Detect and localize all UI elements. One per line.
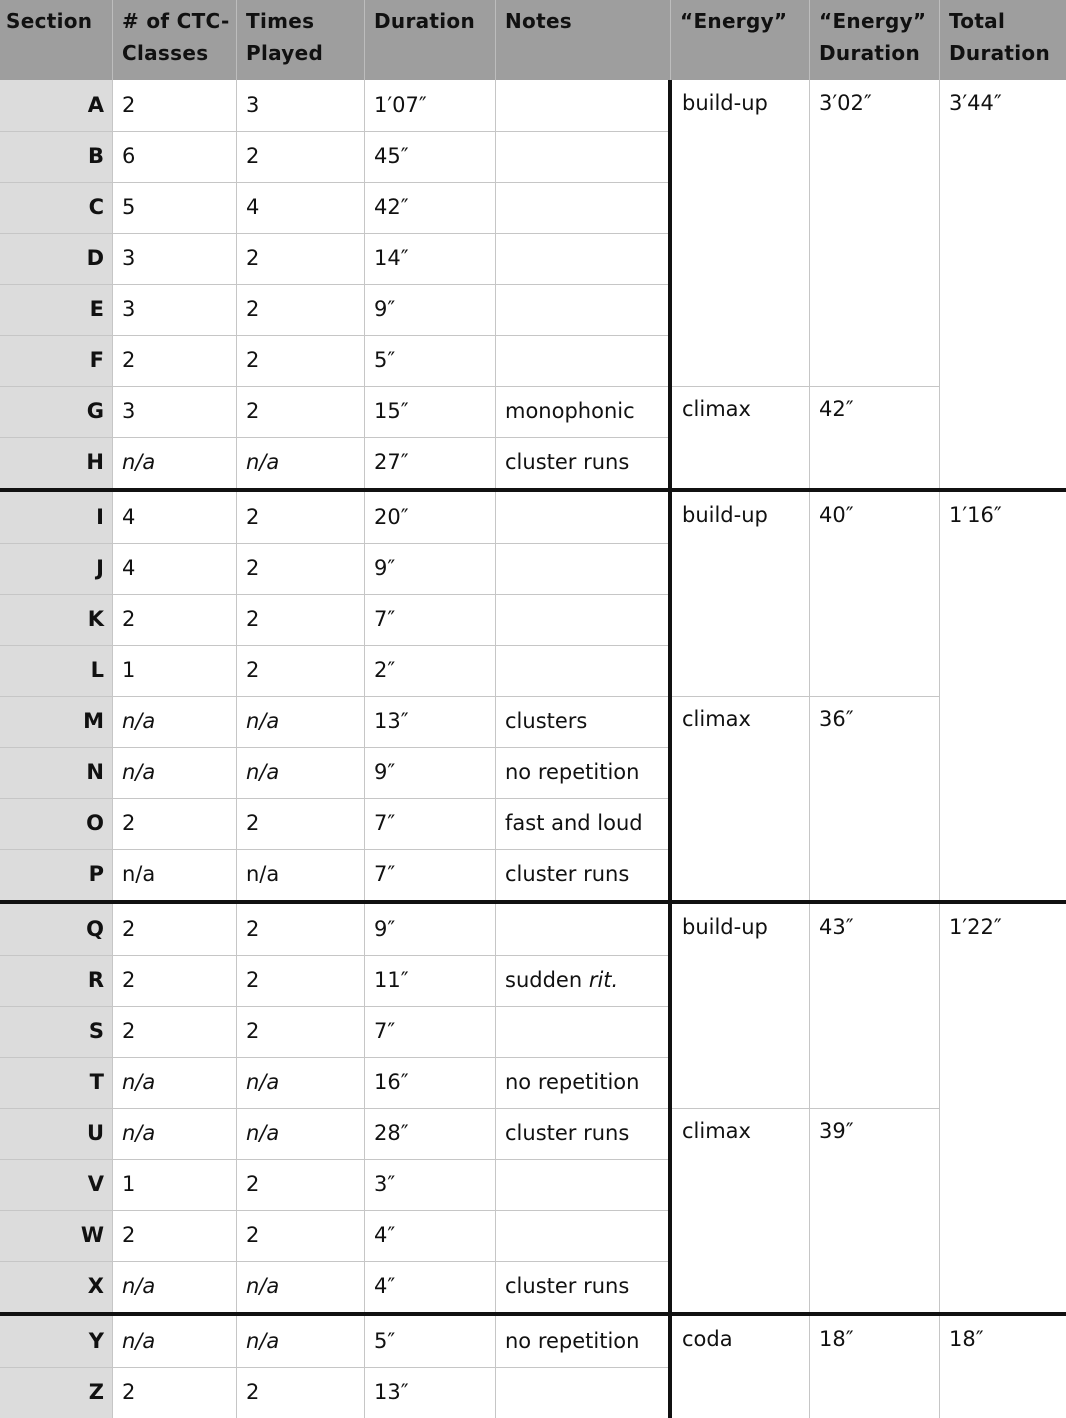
header-ctc-classes <box>112 0 236 80</box>
section-label: Z <box>0 1367 112 1418</box>
cell-notes <box>495 1057 670 1108</box>
cell-played: 2 <box>246 1019 260 1043</box>
cell-notes <box>495 233 670 284</box>
column-divider <box>939 80 940 1418</box>
header-line2: Duration <box>819 41 920 65</box>
notes-text: cluster runs <box>505 1121 630 1145</box>
notes-text: sudden <box>505 968 589 992</box>
section-label: U <box>0 1108 112 1159</box>
cell-duration: 16″ <box>374 1070 409 1094</box>
cell-notes <box>495 1261 670 1312</box>
section-label: V <box>0 1159 112 1210</box>
section-label: Q <box>0 904 112 955</box>
section-label: N <box>0 747 112 798</box>
notes-text: cluster runs <box>505 1274 630 1298</box>
section-label: D <box>0 233 112 284</box>
row-divider <box>0 233 670 234</box>
row-divider <box>0 1006 670 1007</box>
cell-played: 2 <box>246 246 260 270</box>
row-divider <box>0 747 670 748</box>
section-label: Y <box>0 1316 112 1367</box>
cell-played: n/a <box>246 1070 280 1094</box>
cell-played: 2 <box>246 811 260 835</box>
section-label: G <box>0 386 112 437</box>
cell-duration: 5″ <box>374 348 396 372</box>
cell-played: 2 <box>246 297 260 321</box>
cell-duration: 20″ <box>374 505 409 529</box>
cell-classes: 2 <box>122 607 136 631</box>
cell-notes <box>495 335 670 386</box>
cell-classes: 3 <box>122 297 136 321</box>
energy-duration: 39″ <box>819 1119 854 1143</box>
section-label: E <box>0 284 112 335</box>
notes-text: clusters <box>505 709 588 733</box>
cell-played: 2 <box>246 1380 260 1404</box>
notes-text: no repetition <box>505 1070 640 1094</box>
section-label: J <box>0 543 112 594</box>
cell-played: 2 <box>246 1223 260 1247</box>
energy-label: climax <box>682 707 751 731</box>
cell-played: n/a <box>246 709 280 733</box>
energy-label: climax <box>682 397 751 421</box>
row-divider <box>0 182 670 183</box>
cell-played: 2 <box>246 505 260 529</box>
header-line1: Total <box>949 9 1006 33</box>
header-line1: Duration <box>374 9 475 33</box>
column-divider <box>495 80 496 1418</box>
section-label: C <box>0 182 112 233</box>
cell-notes <box>495 386 670 437</box>
row-divider <box>0 696 670 697</box>
cell-notes <box>495 798 670 849</box>
cell-notes <box>495 747 670 798</box>
section-label: H <box>0 437 112 488</box>
cell-played: n/a <box>246 862 280 886</box>
cell-classes: 2 <box>122 1019 136 1043</box>
cell-played: 2 <box>246 917 260 941</box>
notes-italic-text: rit. <box>588 968 619 992</box>
energy-divider <box>670 386 939 387</box>
cell-played: 2 <box>246 1172 260 1196</box>
total-duration: 1′22″ <box>949 915 1002 939</box>
cell-duration: 4″ <box>374 1223 396 1247</box>
cell-notes <box>495 182 670 233</box>
cell-notes <box>495 80 670 131</box>
group-separator <box>0 488 1066 492</box>
energy-duration: 43″ <box>819 915 854 939</box>
cell-classes: n/a <box>122 1274 156 1298</box>
section-label: X <box>0 1261 112 1312</box>
cell-duration: 4″ <box>374 1274 396 1298</box>
cell-classes: 4 <box>122 505 136 529</box>
energy-label: build-up <box>682 915 768 939</box>
cell-duration: 7″ <box>374 811 396 835</box>
cell-duration: 7″ <box>374 607 396 631</box>
cell-notes <box>495 645 670 696</box>
cell-duration: 13″ <box>374 709 409 733</box>
row-divider <box>0 955 670 956</box>
cell-classes: 2 <box>122 348 136 372</box>
cell-played: n/a <box>246 1274 280 1298</box>
row-divider <box>0 645 670 646</box>
header-times-played <box>236 0 364 80</box>
header-duration <box>364 0 495 80</box>
cell-classes: 6 <box>122 144 136 168</box>
cell-played: 3 <box>246 93 260 117</box>
energy-divider <box>670 1108 939 1109</box>
cell-played: n/a <box>246 1329 280 1353</box>
cell-notes <box>495 1159 670 1210</box>
cell-classes: 3 <box>122 399 136 423</box>
cell-classes: n/a <box>122 1121 156 1145</box>
notes-text: monophonic <box>505 399 635 423</box>
header-notes <box>495 0 670 80</box>
section-label: T <box>0 1057 112 1108</box>
header-line2: Played <box>246 41 324 65</box>
cell-notes <box>495 849 670 900</box>
header-divider <box>495 0 496 80</box>
cell-classes: n/a <box>122 709 156 733</box>
cell-played: 2 <box>246 968 260 992</box>
row-divider <box>0 131 670 132</box>
cell-classes: 1 <box>122 658 136 682</box>
energy-label: build-up <box>682 503 768 527</box>
cell-duration: 9″ <box>374 297 396 321</box>
cell-played: 2 <box>246 607 260 631</box>
header-energy-duration <box>809 0 939 80</box>
cell-notes <box>495 437 670 488</box>
total-duration: 1′16″ <box>949 503 1002 527</box>
cell-classes: 1 <box>122 1172 136 1196</box>
energy-rule <box>668 80 672 1418</box>
row-divider <box>0 543 670 544</box>
column-divider <box>112 80 113 1418</box>
cell-notes <box>495 1006 670 1057</box>
cell-notes <box>495 492 670 543</box>
cell-notes <box>495 955 670 1006</box>
cell-played: 2 <box>246 556 260 580</box>
header-divider <box>670 0 671 80</box>
energy-label: coda <box>682 1327 733 1351</box>
energy-duration: 40″ <box>819 503 854 527</box>
cell-classes: n/a <box>122 760 156 784</box>
cell-duration: 7″ <box>374 862 396 886</box>
cell-classes: 5 <box>122 195 136 219</box>
row-divider <box>0 1367 670 1368</box>
header-divider <box>364 0 365 80</box>
section-label: I <box>0 492 112 543</box>
energy-duration: 3′02″ <box>819 91 872 115</box>
row-divider <box>0 1261 670 1262</box>
cell-played: n/a <box>246 450 280 474</box>
section-label: B <box>0 131 112 182</box>
header-divider <box>939 0 940 80</box>
row-divider <box>0 798 670 799</box>
row-divider <box>0 386 670 387</box>
section-label: O <box>0 798 112 849</box>
cell-played: n/a <box>246 760 280 784</box>
cell-duration: 45″ <box>374 144 409 168</box>
header-divider <box>112 0 113 80</box>
cell-duration: 9″ <box>374 760 396 784</box>
cell-classes: 3 <box>122 246 136 270</box>
cell-notes <box>495 131 670 182</box>
cell-duration: 5″ <box>374 1329 396 1353</box>
cell-duration: 13″ <box>374 1380 409 1404</box>
row-divider <box>0 849 670 850</box>
cell-classes: 2 <box>122 1223 136 1247</box>
cell-notes <box>495 1316 670 1367</box>
header-line1: “Energy” <box>680 9 788 33</box>
row-divider <box>0 1159 670 1160</box>
group-separator <box>0 1312 1066 1316</box>
energy-divider <box>670 696 939 697</box>
column-divider <box>809 80 810 1418</box>
section-label: S <box>0 1006 112 1057</box>
cell-duration: 1′07″ <box>374 93 427 117</box>
header-line1: “Energy” <box>819 9 927 33</box>
section-label: M <box>0 696 112 747</box>
cell-notes <box>495 904 670 955</box>
cell-classes: n/a <box>122 450 156 474</box>
energy-duration: 36″ <box>819 707 854 731</box>
cell-duration: 14″ <box>374 246 409 270</box>
cell-notes <box>495 1108 670 1159</box>
header-line1: Notes <box>505 9 573 33</box>
notes-text: cluster runs <box>505 450 630 474</box>
cell-classes: n/a <box>122 1329 156 1353</box>
cell-played: n/a <box>246 1121 280 1145</box>
cell-played: 2 <box>246 658 260 682</box>
energy-duration: 18″ <box>819 1327 854 1351</box>
column-divider <box>364 80 365 1418</box>
notes-text: fast and loud <box>505 811 643 835</box>
row-divider <box>0 594 670 595</box>
cell-played: 2 <box>246 348 260 372</box>
cell-notes <box>495 284 670 335</box>
cell-classes: 4 <box>122 556 136 580</box>
header-energy <box>670 0 809 80</box>
cell-duration: 15″ <box>374 399 409 423</box>
cell-notes <box>495 1367 670 1418</box>
cell-classes: n/a <box>122 862 156 886</box>
cell-classes: 2 <box>122 1380 136 1404</box>
header-line1: Section <box>6 9 93 33</box>
cell-played: 2 <box>246 399 260 423</box>
notes-text: no repetition <box>505 760 640 784</box>
row-divider <box>0 437 670 438</box>
cell-duration: 3″ <box>374 1172 396 1196</box>
cell-duration: 28″ <box>374 1121 409 1145</box>
row-divider <box>0 1057 670 1058</box>
cell-notes <box>495 696 670 747</box>
section-label: W <box>0 1210 112 1261</box>
cell-played: 4 <box>246 195 260 219</box>
header-line2: Duration <box>949 41 1050 65</box>
notes-text: no repetition <box>505 1329 640 1353</box>
cell-duration: 9″ <box>374 917 396 941</box>
cell-duration: 42″ <box>374 195 409 219</box>
row-divider <box>0 1108 670 1109</box>
row-divider <box>0 1210 670 1211</box>
energy-duration: 42″ <box>819 397 854 421</box>
header-total-duration <box>939 0 1066 80</box>
cell-duration: 9″ <box>374 556 396 580</box>
cell-classes: 2 <box>122 917 136 941</box>
section-label: F <box>0 335 112 386</box>
cell-classes: 2 <box>122 93 136 117</box>
section-label: P <box>0 849 112 900</box>
section-label: L <box>0 645 112 696</box>
cell-notes <box>495 543 670 594</box>
total-duration: 18″ <box>949 1327 984 1351</box>
cell-duration: 27″ <box>374 450 409 474</box>
header-line1: Times <box>246 9 315 33</box>
section-label: R <box>0 955 112 1006</box>
header-divider <box>236 0 237 80</box>
header-section <box>0 0 112 80</box>
total-duration: 3′44″ <box>949 91 1002 115</box>
cell-duration: 11″ <box>374 968 409 992</box>
row-divider <box>0 335 670 336</box>
section-label: K <box>0 594 112 645</box>
notes-text: cluster runs <box>505 862 630 886</box>
cell-classes: 2 <box>122 968 136 992</box>
column-divider <box>236 80 237 1418</box>
header-line1: # of CTC- <box>122 9 230 33</box>
group-separator <box>0 900 1066 904</box>
row-divider <box>0 284 670 285</box>
cell-duration: 7″ <box>374 1019 396 1043</box>
cell-duration: 2″ <box>374 658 396 682</box>
cell-classes: n/a <box>122 1070 156 1094</box>
cell-notes <box>495 1210 670 1261</box>
cell-classes: 2 <box>122 811 136 835</box>
header-line2: Classes <box>122 41 209 65</box>
header-divider <box>809 0 810 80</box>
energy-label: climax <box>682 1119 751 1143</box>
cell-notes <box>495 594 670 645</box>
section-label: A <box>0 80 112 131</box>
energy-label: build-up <box>682 91 768 115</box>
cell-played: 2 <box>246 144 260 168</box>
